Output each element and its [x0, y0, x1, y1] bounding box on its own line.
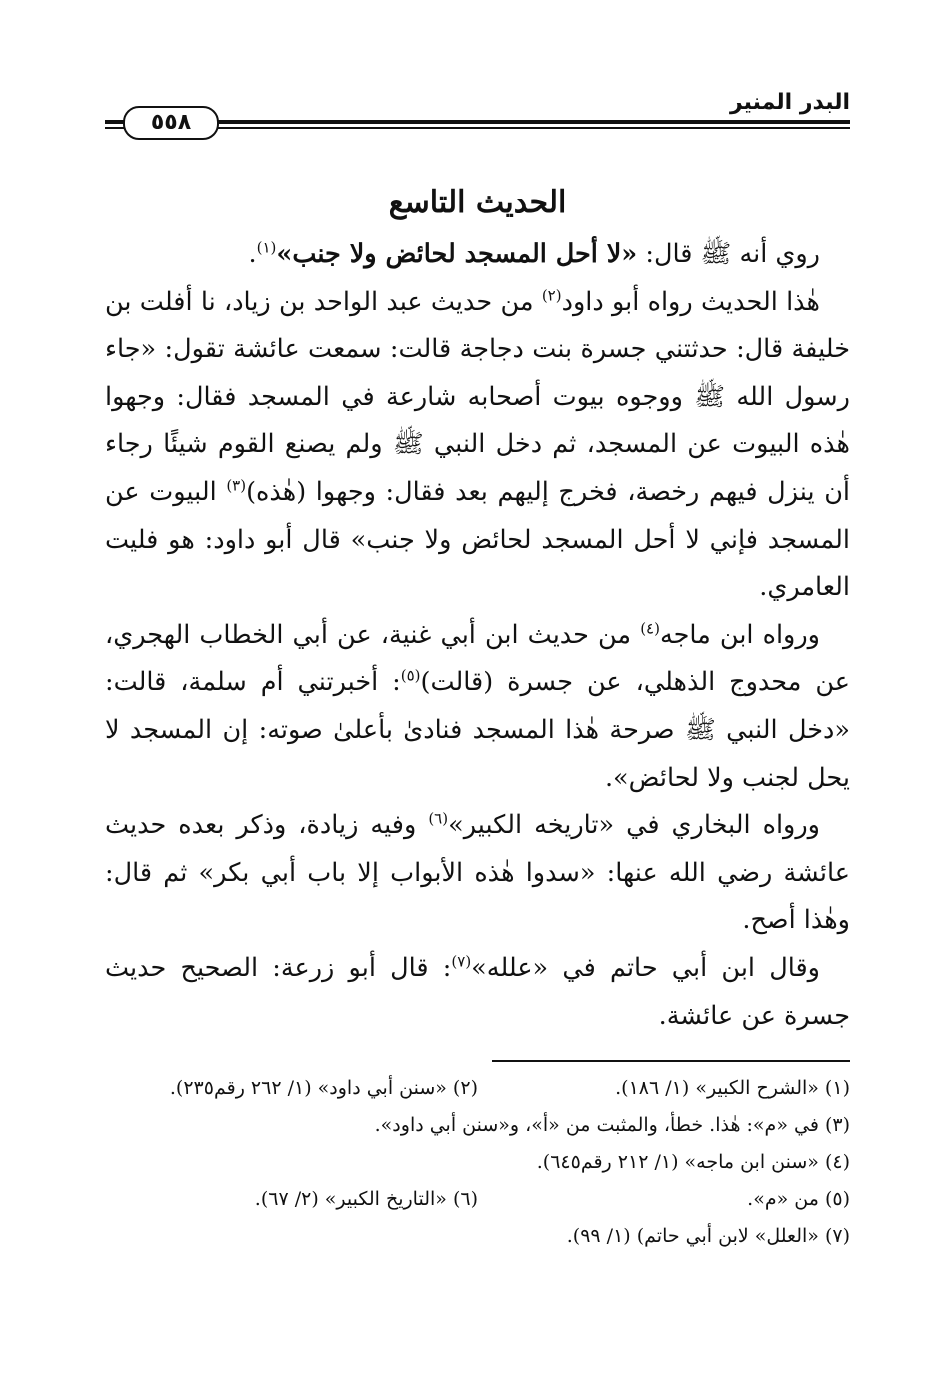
footnote-ref-1: (١) [256, 238, 277, 257]
paragraph-1 [105, 231, 850, 279]
footnote-ref-4: (٤) [640, 619, 660, 638]
footnote-row [105, 1070, 850, 1107]
p2-rest: من حديث عبد الواحد بن زياد، نا أفلت بن خليفة قال: حدثتني جسرة بنت دجاجة قالت: سمعت عائشة تقول: «جاء رسول الله ﷺ ووجوه بيوت أصحابه شارعة في المسجد فقال: وجهوا هٰذه البيوت عن المسجد، ثم دخل النبي ﷺ ولم يصنع القوم شيئًا رجاء أن ينزل فيهم رخصة، فخرج إليهم بعد فقال: وجهوا (هٰذه) [105, 286, 851, 507]
footnote-4: (٤) «سنن ابن ماجه» (١/ ٢١٢ رقم٦٤٥). [536, 1151, 850, 1173]
page-header [105, 90, 850, 140]
p3-rest2: : أخبرتني أم سلمة، قالت: «دخل النبي ﷺ صرحة هٰذا المسجد فنادىٰ بأعلىٰ صوته: إن المسجد لا يحل لجنب ولا لحائض». [105, 667, 850, 793]
footnote-5: (٥) من «م». [747, 1188, 850, 1210]
p4-rest: وفيه زيادة، وذكر بعده حديث عائشة رضي الله عنها: «سدوا هٰذه الأبواب إلا باب أبي بكر» ثم قال: وهٰذا أصح. [105, 810, 850, 936]
p1-hadith-quote: «لا أحل المسجد لحائض ولا جنب» [276, 239, 638, 269]
footnote-divider [492, 1060, 850, 1062]
p4-text: ورواه البخاري في «تاريخه الكبير» [448, 810, 820, 841]
paragraph-5 [105, 945, 850, 1040]
p5-rest: : قال أبو زرعة: الصحيح حديث جسرة عن عائشة. [105, 952, 850, 1031]
p3-rest: من حديث ابن أبي غنية، عن أبي الخطاب الهجري، عن محدوج الذهلي، عن جسرة (قالت) [105, 619, 851, 698]
footnote-6: (٦) «التاريخ الكبير» (٢/ ٦٧). [254, 1188, 478, 1210]
section-title: الحديث التاسع [388, 185, 567, 220]
p2-text: هٰذا الحديث رواه أبو داود [561, 286, 820, 317]
paragraph-2 [105, 279, 850, 612]
footnote-row [105, 1181, 850, 1218]
p2-rest2: البيوت عن المسجد فإني لا أحل المسجد لحائض ولا جنب» قال أبو داود: هو فليت العامري. [105, 476, 850, 603]
footnote-ref-2: (٢) [541, 286, 562, 305]
footnote-3: (٣) في «م»: هٰذا. خطأ، والمثبت من «أ»، و«سنن أبي داود». [374, 1114, 850, 1136]
p1-after: . [248, 239, 257, 269]
main-text [105, 175, 850, 1040]
footnote-ref-7: (٧) [451, 952, 472, 971]
footnote-ref-3: (٣) [226, 476, 247, 495]
paragraph-4 [105, 802, 850, 945]
footnote-1: (١) «الشرح الكبير» (١/ ١٨٦). [615, 1077, 850, 1099]
page-number: ٥٥٨ [123, 106, 219, 140]
footnote-ref-5: (٥) [400, 666, 421, 685]
p1-before: روي أنه ﷺ قال: [637, 239, 820, 269]
footnote-ref-6: (٦) [428, 809, 449, 828]
footnote-7: (٧) «العلل» لابن أبي حاتم) (١/ ٩٩). [566, 1225, 850, 1247]
p5-text: وقال ابن أبي حاتم في «علله» [471, 952, 820, 983]
paragraph-3 [105, 612, 850, 802]
footnotes [105, 1070, 850, 1255]
footnote-2: (٢) «سنن أبي داود» (١/ ٢٦٢ رقم٢٣٥). [169, 1077, 478, 1099]
running-title: البدر المنير [729, 90, 850, 115]
p3-text: ورواه ابن ماجه [659, 619, 820, 650]
